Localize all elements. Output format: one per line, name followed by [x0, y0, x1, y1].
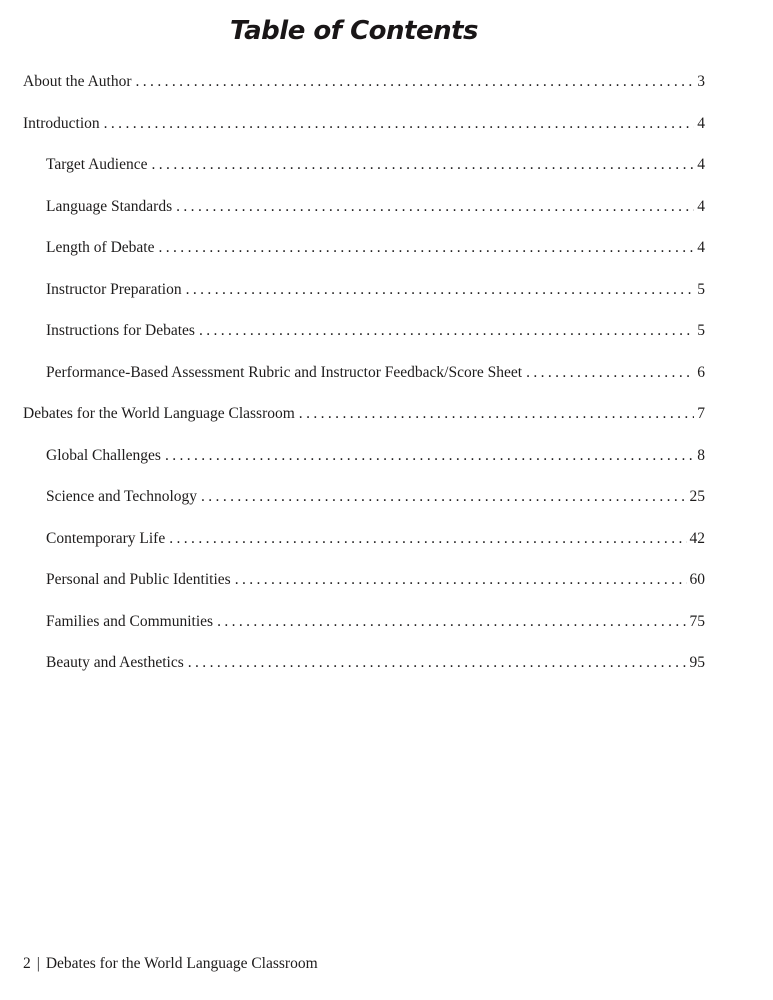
toc-entry: [23, 364, 705, 382]
toc-entry-label: Length of Debate: [46, 239, 155, 256]
toc-entry-label: Introduction: [23, 114, 100, 132]
toc-leader-dots: [165, 447, 694, 465]
toc-entry-label: Beauty and Aesthetics: [46, 654, 184, 671]
toc-entry-label: Language Standards: [46, 197, 173, 215]
toc-leader-dots: [299, 405, 694, 423]
toc-entry-label: Debates for the World Language Classroom: [23, 405, 295, 422]
toc-entry-label: Global Challenges: [46, 446, 161, 464]
toc-leader-dots: [201, 488, 687, 506]
toc-entry-page: 42: [689, 529, 705, 547]
toc-leader-dots: [169, 530, 686, 548]
toc-entry-page: 4: [697, 156, 705, 173]
toc-entry: [23, 281, 705, 299]
toc-entry: [23, 654, 705, 672]
footer-separator: |: [36, 955, 40, 972]
toc-list: [23, 73, 705, 672]
toc-entry-label: Contemporary Life: [46, 529, 166, 547]
toc-entry-page: 75: [689, 612, 705, 630]
toc-entry-page: 95: [689, 654, 705, 671]
toc-entry-label: Personal and Public Identities: [46, 571, 231, 588]
toc-entry: [23, 73, 705, 91]
toc-entry-page: 4: [697, 197, 705, 215]
toc-entry-page: 7: [697, 405, 705, 422]
page-footer: [23, 955, 318, 973]
toc-entry-page: 5: [697, 280, 705, 298]
toc-entry-label: Instructions for Debates: [46, 322, 195, 339]
toc-entry-label: Instructor Preparation: [46, 280, 182, 298]
toc-entry: [23, 322, 705, 340]
toc-leader-dots: [188, 654, 687, 672]
page-title: Table of Contents: [229, 16, 479, 46]
toc-entry-page: 3: [697, 73, 705, 90]
footer-page-number: 2: [23, 955, 31, 972]
toc-entry-page: 5: [697, 322, 705, 339]
toc-entry-page: 6: [697, 363, 705, 381]
toc-entry: [23, 239, 705, 257]
toc-leader-dots: [104, 115, 695, 133]
toc-entry: [23, 115, 705, 133]
toc-entry-label: Families and Communities: [46, 612, 214, 630]
toc-leader-dots: [217, 613, 686, 631]
toc-entry: [23, 156, 705, 174]
toc-entry: [23, 530, 705, 548]
footer-book-title: Debates for the World Language Classroom: [45, 955, 318, 972]
toc-entry: [23, 447, 705, 465]
toc-leader-dots: [158, 239, 694, 257]
toc-entry-page: 60: [689, 571, 705, 588]
toc-leader-dots: [152, 156, 695, 174]
toc-entry: [23, 198, 705, 216]
toc-entry-label: Science and Technology: [46, 488, 197, 505]
toc-leader-dots: [136, 73, 695, 91]
toc-entry-label: Target Audience: [46, 156, 148, 173]
toc-entry: [23, 613, 705, 631]
toc-entry-page: 4: [697, 239, 705, 256]
toc-entry-label: Performance-Based Assessment Rubric and Instructor Feedback/Score Sheet: [46, 363, 523, 381]
toc-leader-dots: [176, 198, 694, 216]
toc-entry-page: 4: [697, 114, 705, 132]
toc-entry: [23, 405, 705, 423]
toc-leader-dots: [186, 281, 695, 299]
toc-entry-label: About the Author: [23, 73, 132, 90]
toc-entry: [23, 571, 705, 589]
toc-entry-page: 8: [697, 446, 705, 464]
toc-leader-dots: [526, 364, 694, 382]
toc-leader-dots: [199, 322, 694, 340]
toc-entry: [23, 488, 705, 506]
toc-entry-page: 25: [689, 488, 705, 505]
toc-leader-dots: [235, 571, 687, 589]
